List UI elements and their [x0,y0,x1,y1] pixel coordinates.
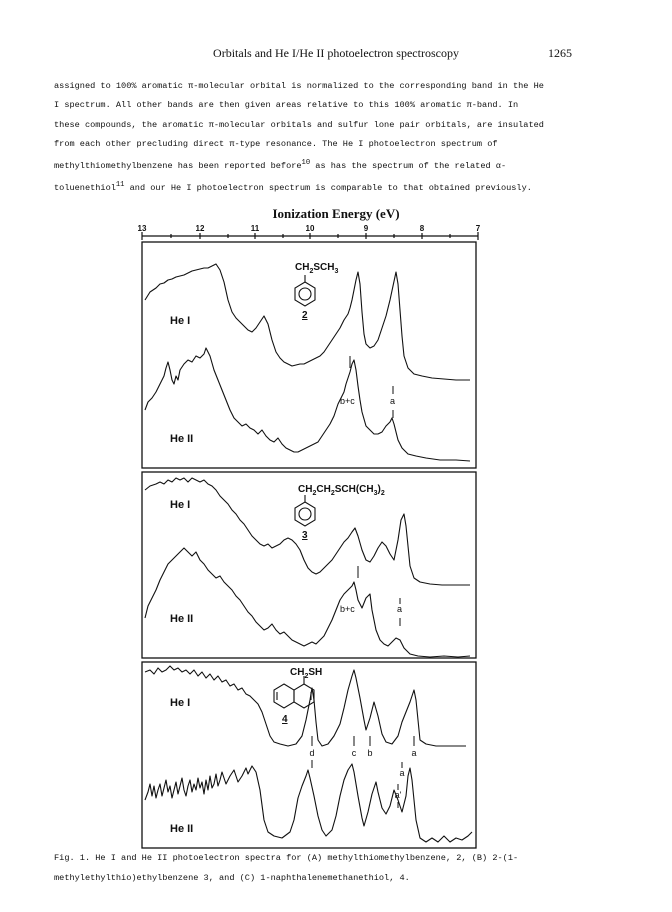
caption-line: Fig. 1. He I and He II photoelectron spectra for (A) methylthiomethylbenzene, 2, (B) 2-(1- [54,853,519,863]
body-text-fragment: toluenethiol [54,183,116,194]
reference-superscript: 10 [301,159,311,168]
formula-compound-3: $CH_2CH_2SCH(CH_3)_2$ [298,484,385,497]
label-he2-compound-2: He II [170,433,194,445]
compound-number-4: 4 [282,714,288,725]
band-label-a-he2: a [399,768,405,778]
spectrum-he2-compound-3 [145,548,470,657]
band-label-c: c [351,748,357,758]
band-label-bc-compound-2: b+c [340,396,355,406]
formula-compound-2: $CH_2SCH_3$ [295,262,339,275]
band-label-d: d [309,748,315,758]
running-title: Orbitals and He I/He II photoelectron spectroscopy [213,46,459,60]
caption-line: methylethylthio)ethylbenzene 3, and (C) 1-naphthalenemethanethiol, 4. [54,873,410,883]
body-line: assigned to 100% aromatic π-molecular orbital is normalized to the corresponding band in the He [54,81,544,91]
body-line: from each other precluding direct π-type resonance. The He I photoelectron spectrum of [54,138,498,149]
tick-label: 13 [137,224,147,233]
tick-label: 7 [475,224,481,233]
label-he1-compound-4: He I [170,697,191,709]
band-label-a-he1: a [411,748,417,758]
tick-label: 10 [305,224,315,233]
tick-label: 12 [195,224,205,233]
tick-label: 9 [363,224,369,233]
naphthalene-ring-compound-4 [274,676,314,708]
page-number: 1265 [548,46,572,60]
label-he2-compound-4: He II [170,823,194,835]
tick-label: 8 [419,224,425,233]
energy-axis [142,232,478,240]
panel-frame-b [142,472,476,658]
label-he1-compound-2: He I [170,315,191,327]
spectrum-he2-compound-4 [145,764,472,842]
label-he1-compound-3: He I [170,499,191,511]
body-line: these compounds, the aromatic π-molecular orbitals and sulfur lone pair orbitals, are insulated [54,119,544,130]
band-label-b: b [367,748,373,758]
band-label-bc-compound-3: b+c [340,604,355,614]
label-he2-compound-3: He II [170,613,194,625]
spectrum-he1-compound-2 [145,264,470,380]
benzene-ring-compound-3 [295,495,315,526]
band-label-a-prime: a' [394,790,402,800]
tick-label: 11 [250,224,260,233]
body-line: I spectrum. All other bands are then given areas relative to this 100% aromatic π-band. In [54,100,519,111]
figure-caption [54,848,614,888]
benzene-ring-compound-2 [295,275,315,306]
compound-number-3: 3 [302,530,308,541]
reference-superscript: 11 [115,181,125,190]
compound-number-2: 2 [302,310,308,321]
spectrum-he2-compound-2 [145,348,470,461]
band-label-a-compound-3: a [397,604,403,614]
band-marker-arrows-compound-2 [350,356,396,418]
body-text-fragment: and our He I photoelectron spectrum is comparable to that obtained previously. [124,183,532,194]
body-text-fragment: as has the spectrum of the related α- [310,161,507,172]
band-label-a-compound-2: a [390,396,396,406]
formula-compound-4: $CH_2SH$ [290,667,323,680]
body-text-fragment: methylthiomethylbenzene has been reported before [54,161,302,172]
band-marker-arrows-compound-3 [358,566,403,626]
figure-axis-title: Ionization Energy (eV) [272,206,400,221]
